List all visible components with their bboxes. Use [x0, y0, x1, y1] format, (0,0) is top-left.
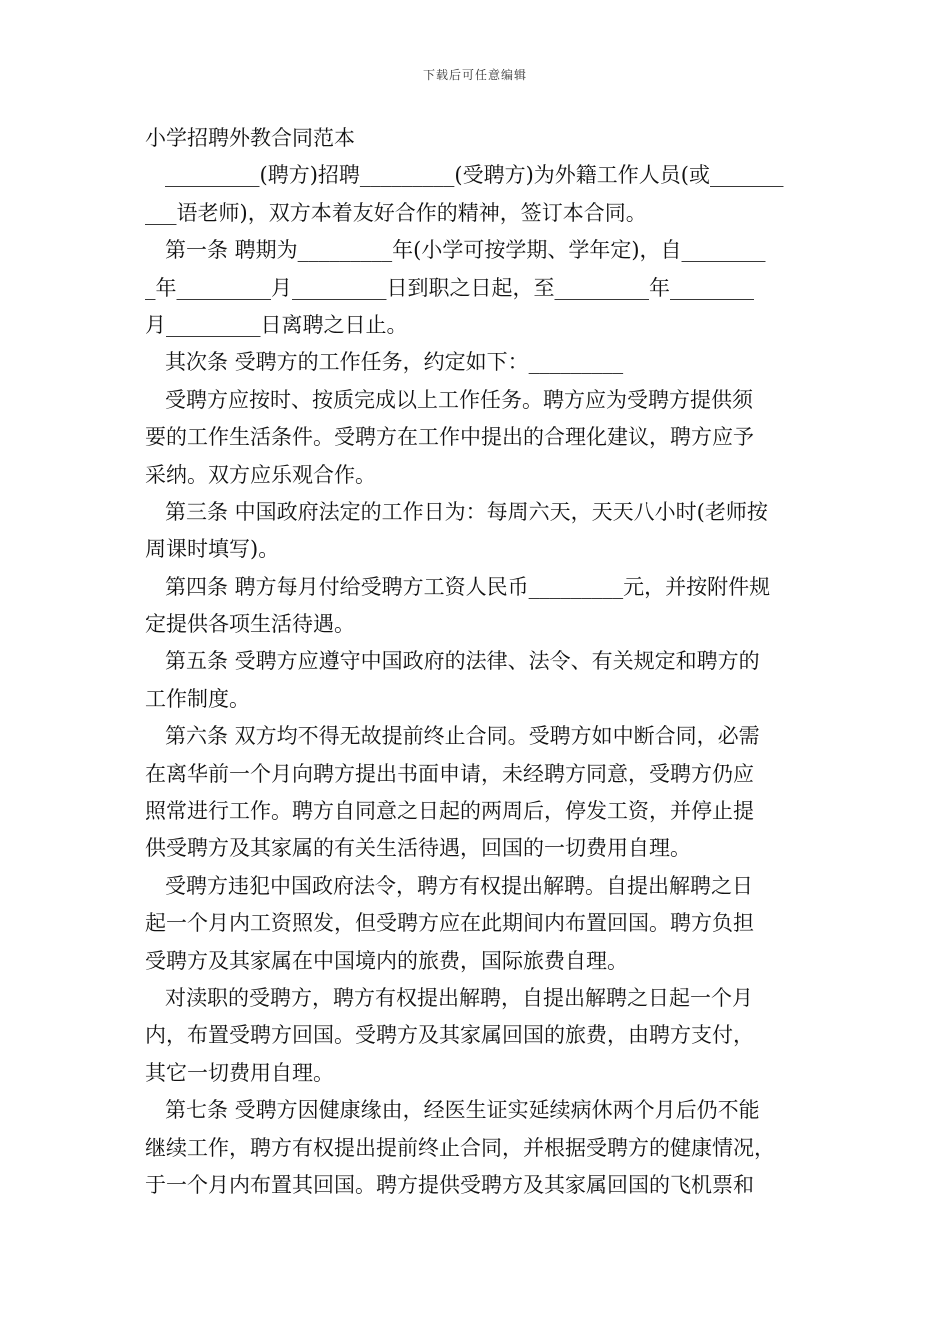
paragraph-line: 照常进行工作。聘方自同意之日起的两周后，停发工资，并停止提	[145, 799, 754, 824]
paragraph-line: 采纳。双方应乐观合作。	[145, 462, 376, 487]
paragraph-line: 对渎职的受聘方，聘方有权提出解聘，自提出解聘之日起一个月	[165, 985, 753, 1010]
paragraph-line: 第三条 中国政府法定的工作日为：每周六天，天天八小时(老师按	[165, 499, 768, 524]
document-body	[145, 120, 810, 1204]
document-title: 小学招聘外教合同范本	[145, 126, 355, 150]
paragraph-line: 第七条 受聘方因健康缘由，经医生证实延续病休两个月后仍不能	[165, 1098, 760, 1123]
paragraph-line: 其次条 受聘方的工作任务，约定如下：_________	[165, 350, 624, 375]
paragraph-line: 要的工作生活条件。受聘方在工作中提出的合理化建议，聘方应予	[145, 425, 754, 450]
paragraph-line: 供受聘方及其家属的有关生活待遇，回国的一切费用自理。	[145, 836, 691, 861]
paragraph-line: 工作制度。	[145, 686, 250, 711]
paragraph-line: _________(聘方)招聘_________(受聘方)为外籍工作人员(或_______	[165, 163, 784, 188]
paragraph-line: 起一个月内工资照发，但受聘方应在此期间内布置回国。聘方负担	[145, 911, 754, 936]
paragraph-line: 内，布置受聘方回国。受聘方及其家属回国的旅费，由聘方支付，	[145, 1023, 754, 1048]
paragraph-line: _年_________月_________日到职之日起，至_________年________	[145, 275, 754, 300]
paragraph-line: 于一个月内布置其回国。聘方提供受聘方及其家属回国的飞机票和	[145, 1172, 754, 1197]
page-header: 下载后可任意编辑	[422, 68, 527, 82]
paragraph-line: 第一条 聘期为_________年(小学可按学期、学年定)，自________	[165, 238, 766, 263]
paragraph-line: 第四条 聘方每月付给受聘方工资人民币_________元，并按附件规	[165, 574, 771, 599]
paragraph-line: 受聘方应按时、按质完成以上工作任务。聘方应为受聘方提供须	[165, 387, 753, 412]
paragraph-line: 其它一切费用自理。	[145, 1060, 334, 1085]
paragraph-line: 继续工作，聘方有权提出提前终止合同，并根据受聘方的健康情况，	[145, 1135, 775, 1160]
paragraph-line: 受聘方违犯中国政府法令，聘方有权提出解聘。自提出解聘之日	[165, 873, 753, 898]
paragraph-line: 定提供各项生活待遇。	[145, 612, 355, 637]
paragraph-line: 月_________日离聘之日止。	[145, 312, 408, 337]
paragraph-line: 第五条 受聘方应遵守中国政府的法律、法令、有关规定和聘方的	[165, 649, 760, 674]
paragraph-line: ___语老师)，双方本着友好合作的精神，签订本合同。	[145, 200, 647, 225]
paragraph-line: 周课时填写)。	[145, 537, 280, 562]
paragraph-line: 第六条 双方均不得无故提前终止合同。受聘方如中断合同，必需	[165, 724, 760, 749]
paragraph-line: 在离华前一个月向聘方提出书面申请，未经聘方同意，受聘方仍应	[145, 761, 754, 786]
paragraph-line: 受聘方及其家属在中国境内的旅费，国际旅费自理。	[145, 948, 628, 973]
